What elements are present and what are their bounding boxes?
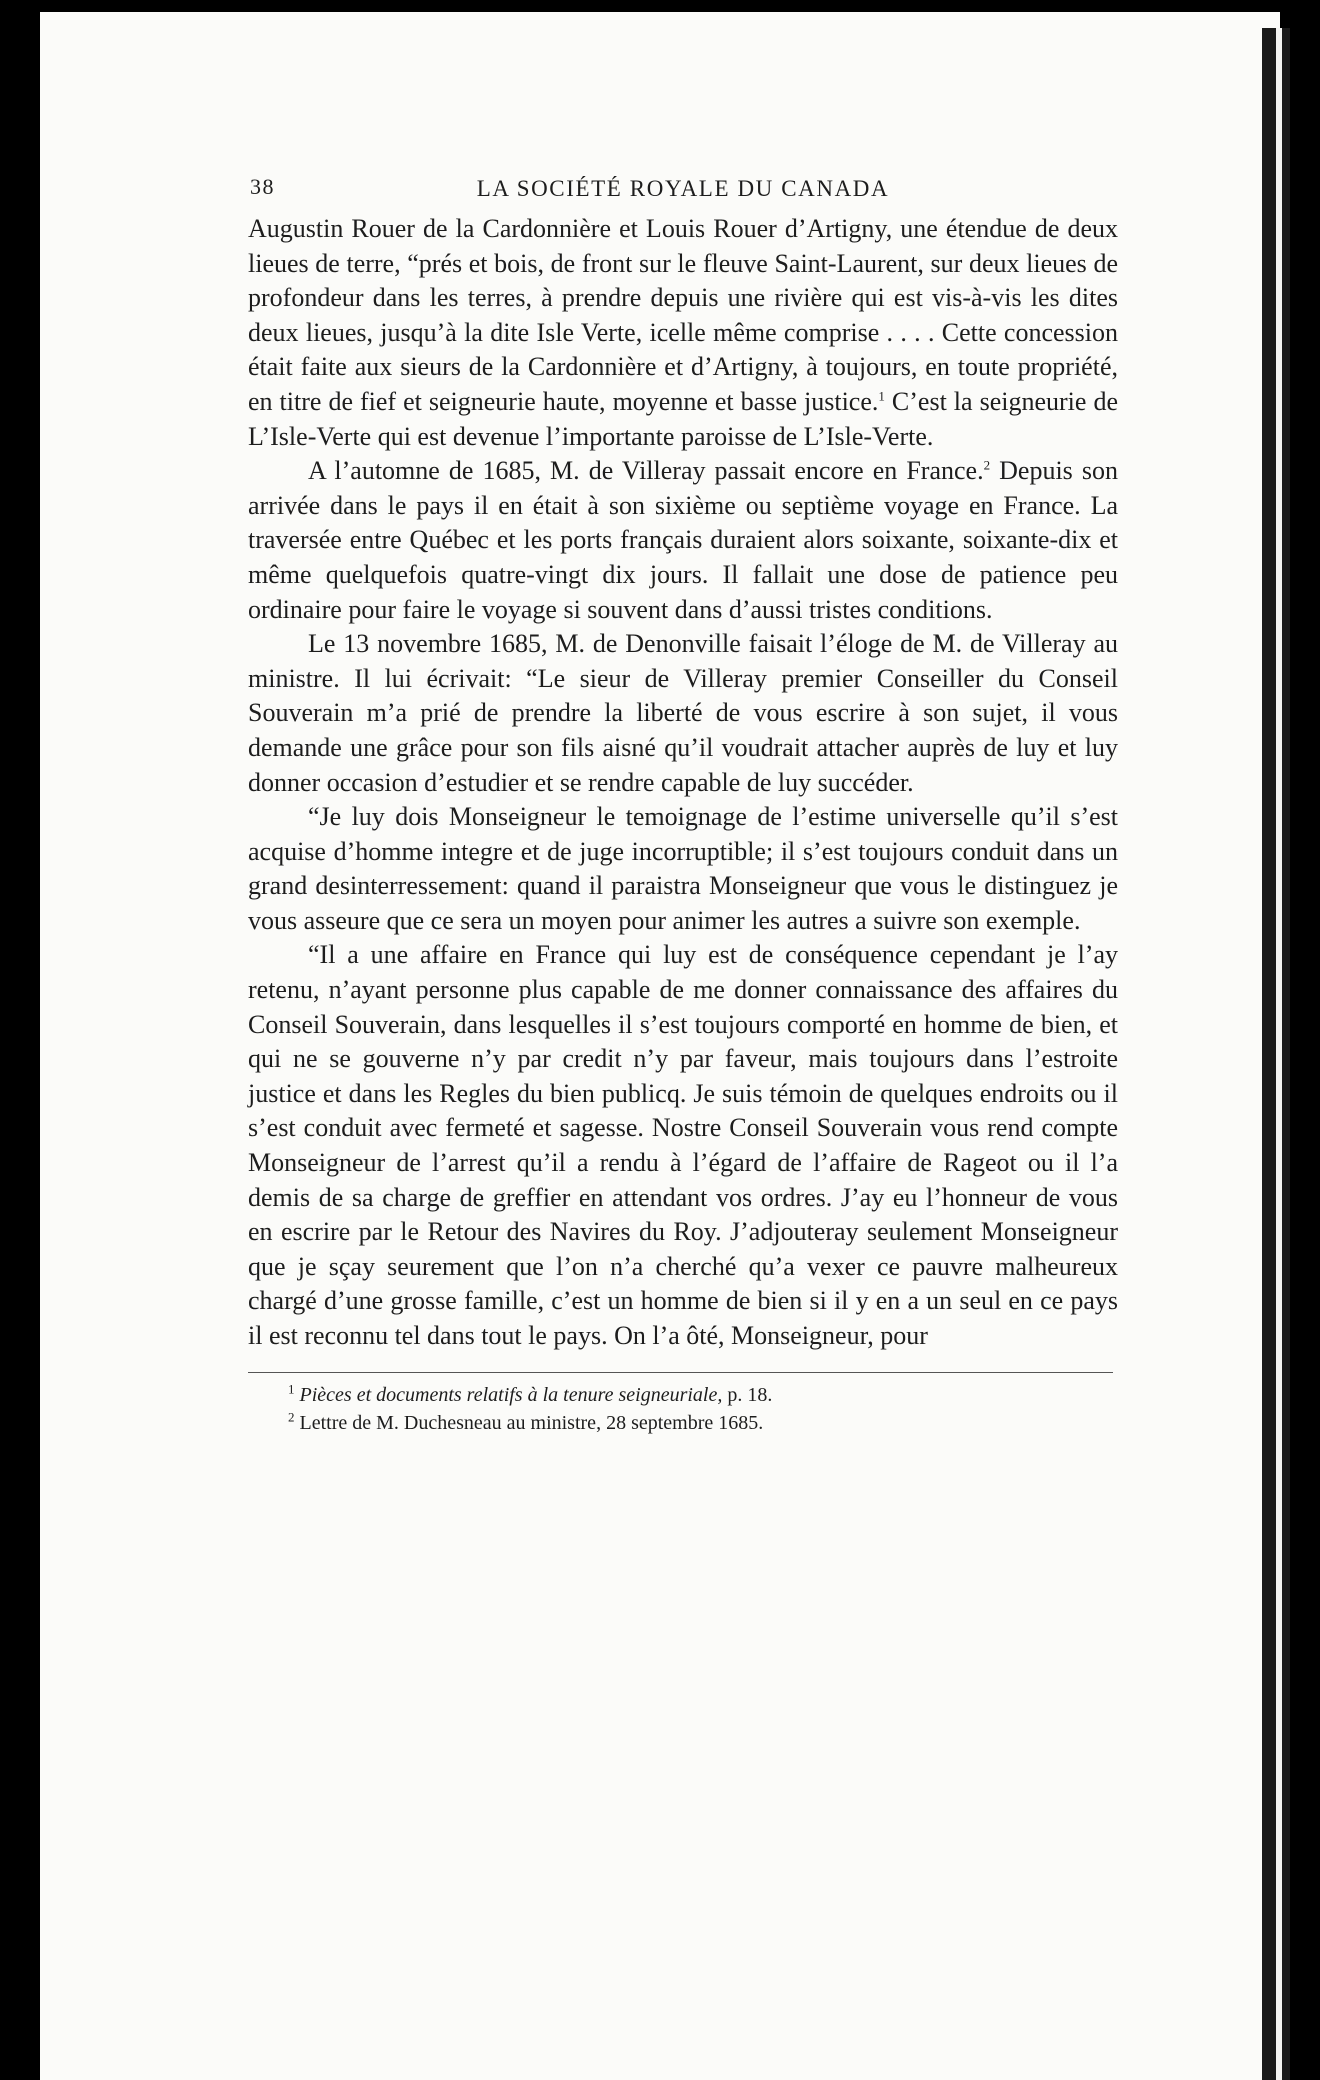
paragraph-2-tail: Depuis son arrivée dans le pays il en était à son sixième ou septième voyage en France. La traversée entre Québec et les ports français duraient alors soixante, soixante-dix et même quelquefois quatre-vingt dix jours. Il fallait une dose de patience peu ordinaire pour faire le voyage si souvent dans d’aussi tristes conditions. <box>248 456 1118 624</box>
paragraph-1-tail: C’est la seigneurie de L’Isle-Verte qui est devenue l’importante paroisse de L’Isle-Verte. <box>248 386 1118 451</box>
running-header <box>248 168 1118 212</box>
footnote-divider <box>248 1372 1113 1373</box>
footnote-ref-1: 1 <box>878 388 885 404</box>
paragraph-2-text: A l’automne de 1685, M. de Villeray passait encore en France. <box>308 456 984 486</box>
footnote-1-title: Pièces et documents relatifs à la tenure seigneuriale, <box>299 1383 723 1406</box>
next-page-edge <box>1276 28 1282 2080</box>
paragraph-1-text: Augustin Rouer de la Cardonnière et Louis Rouer d’Artigny, une étendue de deux lieues de terre, “prés et bois, de front sur le fleuve Saint-Laurent, sur deux lieues de profondeur dans les terres, à prendre depuis une rivière qui est vis-à-vis les dites deux lieues, jusqu’à la dite Isle Verte, icelle même comprise . . . . Cette concession était faite aux sieurs de la Cardonnière et d’Artigny, à toujours, en toute propriété, en titre de fief et seigneurie haute, moyenne et basse justice. <box>248 214 1118 416</box>
paragraph-2 <box>248 454 1118 627</box>
footnote-2-text: Lettre de M. Duchesneau au ministre, 28 septembre 1685. <box>299 1411 764 1434</box>
paragraph-4: “Je luy dois Monseigneur le temoignage de l’estime universelle qu’il s’est acquise d’homme integre et de juge incorruptible; il s’est toujours conduit dans un grand desinterressement: quand il paraistra Monseigneur que vous le distinguez je vous asseure que ce sera un moyen pour animer les autres a suivre son exemple. <box>248 802 1118 935</box>
footnote-ref-2: 2 <box>983 457 991 473</box>
footnote-1-rest: p. 18. <box>722 1383 773 1406</box>
footnote-2 <box>288 1409 1118 1437</box>
body-text <box>248 212 1118 1354</box>
footnote-1 <box>288 1381 1118 1409</box>
running-title: LA SOCIÉTÉ ROYALE DU CANADA <box>476 176 890 201</box>
paragraph-1 <box>248 212 1118 454</box>
page-number: 38 <box>250 174 275 199</box>
footnote-2-number: 2 <box>288 1408 295 1424</box>
footnote-1-number: 1 <box>288 1380 295 1396</box>
paragraph-5: “Il a une affaire en France qui luy est de conséquence cependant je l’ay retenu, n’ayant personne plus capable de me donner connaissance des affaires du Conseil Souverain, dans lesquelles il s’est toujours comporté en homme de bien, et qui ne se gouverne n’y par credit n’y par faveur, mais toujours dans l’estroite justice et dans les Regles du bien publicq. Je suis témoin de quelques endroits ou il s’est conduit avec fermeté et sagesse. Nostre Conseil Souverain vous rend compte Monseigneur de l’arrest qu’il a rendu à l’égard de l’affaire de Rageot ou il l’a demis de sa charge de greffier en attendant vos ordres. J’ay eu l’honneur de vous en escrire par le Retour des Navires du Roy. J’adjouteray seulement Monseigneur que je sçay seurement que l’on n’a cherché qu’a vexer ce pauvre malheureux chargé d’une grosse famille, c’est un homme de bien si il y en a un seul en ce pays il est reconnu tel dans tout le pays. On l’a ôté, Monseigneur, pour <box>248 940 1118 1350</box>
page-content <box>248 168 1118 1437</box>
paragraph-3: Le 13 novembre 1685, M. de Denonville faisait l’éloge de M. de Villeray au ministre. Il lui écrivait: “Le sieur de Villeray premier Conseiller du Conseil Souverain m’a prié de prendre la liberté de vous escrire à son sujet, il vous demande une grâce pour son fils aisné qu’il voudrait attacher auprès de luy et luy donner occasion d’estudier et se rendre capable de luy succéder. <box>248 629 1118 797</box>
footnotes <box>248 1381 1118 1437</box>
